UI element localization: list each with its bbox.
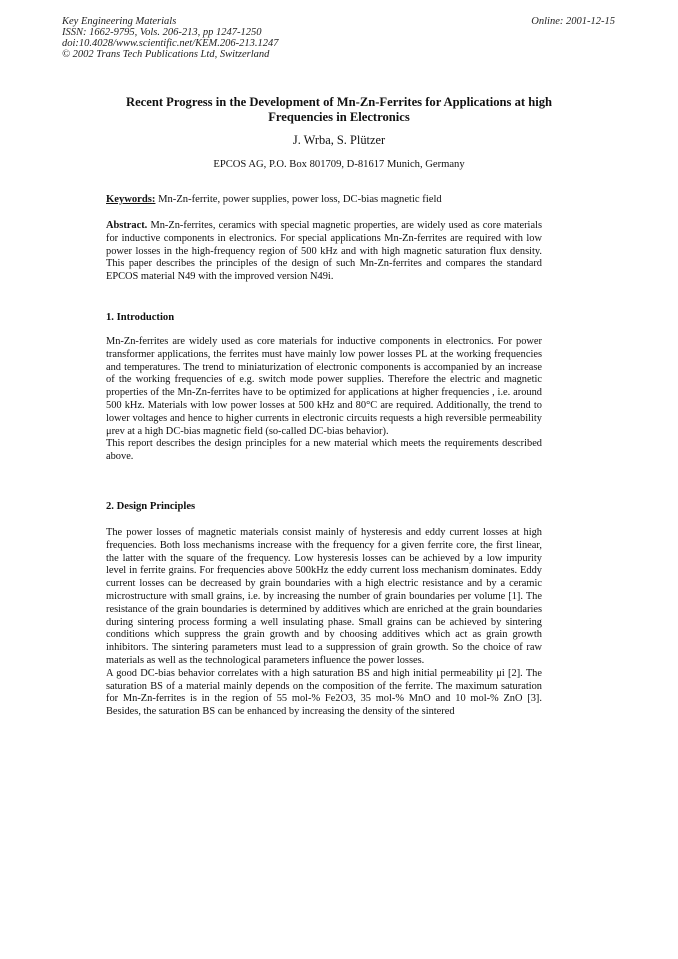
keywords (106, 193, 542, 206)
paper-authors: J. Wrba, S. Plützer (292, 133, 386, 147)
paper-affiliation: EPCOS AG, P.O. Box 801709, D-81617 Munich, Germany (213, 159, 465, 170)
design-paragraph-2: A good DC-bias behavior correlates with a high saturation BS and high initial permeability μi [2]. The saturation BS of a material mainly depends on the composition of the ferrite. The maximum saturation for Mn-Zn-ferrites is in the region of 55 mol-% Fe2O3, 35 mol-% MnO and 10 mol-% ZnO [3]. Besides, the saturation BS can be enhanced by increasing the density of the sintered (106, 667, 542, 718)
paper-title: Recent Progress in the Development of Mn-Zn-Ferrites for Applications at high Frequencies in Electronics (125, 95, 553, 124)
section-heading-introduction: 1. Introduction (106, 312, 175, 323)
abstract-label: Abstract. (106, 220, 148, 231)
abstract (106, 220, 542, 284)
abstract-text: Mn-Zn-ferrites, ceramics with special magnetic properties, are widely used as core materials for inductive components in electronics. For special applications Mn-Zn-ferrites are required with low power losses in the high-frequency region of 500 kHz and with high magnetic saturation flux density. This paper describes the principles of the design of such Mn-Zn-ferrites and compares the standard EPCOS material N49 with the improved version N49i. (106, 220, 542, 283)
copyright-line: © 2002 Trans Tech Publications Ltd, Switzerland (62, 49, 270, 60)
doi-line[interactable]: doi:10.4028/www.scientific.net/KEM.206-213.1247 (62, 38, 279, 49)
journal-name: Key Engineering Materials (62, 16, 177, 27)
issn-line: ISSN: 1662-9795, Vols. 206-213, pp 1247-1250 (62, 27, 262, 38)
design-paragraph-1: The power losses of magnetic materials consist mainly of hysteresis and eddy current losses at high frequencies. Both loss mechanisms increase with the frequency for a given ferrite core, the first linear, the latter with the square of the frequency. Low hysteresis losses can be achieved by a low impurity level in ferrite grains. For frequencies above 500kHz the eddy current loss mechanism dominates. Eddy current losses can be decreased by grain boundaries with a high electric resistance and by a ceramic microstructure with small grains, i.e. by increasing the number of grain boundaries per volume [1]. The resistance of the grain boundaries is determined by additives which are enriched at the grain boundaries during sintering process forming a well insulating phase. Small grains can be achieved by sintering conditions which suppress the grain growth and by choosing additives which act as grain growth inhibitors. The sintering parameters must lead to a suppression of grain growth. So the choice of raw materials as well as the technological parameters influence the power losses. (106, 527, 542, 666)
design-body (106, 527, 542, 719)
section-heading-design: 2. Design Principles (106, 501, 196, 512)
online-date: Online: 2001-12-15 (531, 16, 615, 27)
keywords-text: Mn-Zn-ferrite, power supplies, power loss, DC-bias magnetic field (158, 194, 442, 205)
keywords-label: Keywords: (106, 194, 156, 205)
journal-header (62, 16, 279, 60)
intro-paragraph-2: This report describes the design principles for a new material which meets the requirements described above. (106, 438, 542, 463)
intro-paragraph-1: Mn-Zn-ferrites are widely used as core materials for inductive components in electronics. For power transformer applications, the ferrites must have mainly low power losses PL at the working frequencies and temperatures. The trend to miniaturization of electronic components is accompanied by an increase of the working frequencies of e.g. switch mode power supplies. Therefore the electric and magnetic properties of the Mn-Zn-ferrites have to be optimized for applications at higher frequencies , i.e. around 500 kHz. Materials with low power losses at 500 kHz and 80°C are required. Additionally, the trend to lower voltages and hence to higher currents in electronic circuits requests a high reversible permeability μrev at a high DC-bias magnetic field (so-called DC-bias behavior). (106, 336, 542, 437)
introduction-body (106, 336, 542, 464)
